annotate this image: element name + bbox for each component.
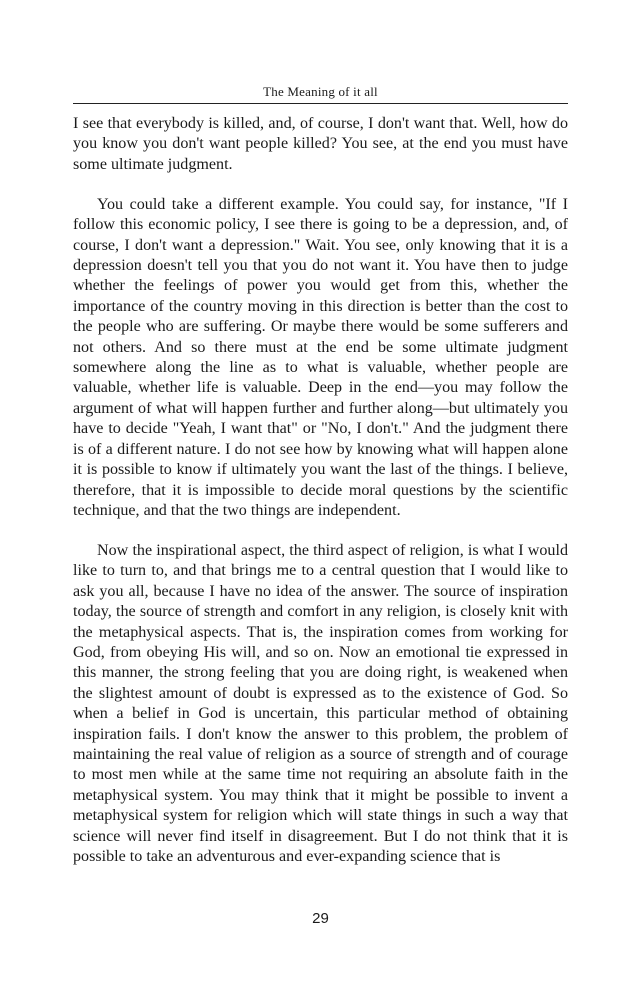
paragraph-3: Now the inspirational aspect, the third aspect of religion, is what I would like to turn to, and that brings me to a central question that I would like to ask you all, because I have no idea of the answer. The source of inspiration today, the source of strength and comfort in any religion, is closely knit with the metaphysical aspects. That is, the inspiration comes from working for God, from obeying His will, and so on. Now an emotional tie expressed in this manner, the strong feeling that you are doing right, is weakened when the slightest amount of doubt is expressed as to the existence of God. So when a belief in God is uncertain, this particular method of obtaining inspiration fails. I don't know the answer to this problem, the problem of maintaining the real value of religion as a source of strength and of courage to most men while at the same time not requiring an absolute faith in the metaphysical system. You may think that it might be possible to invent a metaphysical system for religion which will state things in such a way that science will never find itself in disagreement. But I do not think that it is possible to take an adventurous and ever-expanding science that is: [73, 541, 568, 865]
paragraph-2: You could take a different example. You could say, for instance, "If I follow this economic policy, I see there is going to be a depression, and, of course, I don't want a depression." Wait. You see, only knowing that it is a depression doesn't tell you that you do not want it. You have then to judge whether the feelings of power you would get from this, whether the importance of the country moving in this direction is better than the cost to the people who are suffering. Or maybe there would be some sufferers and not others. And so there must at the end be some ultimate judgment somewhere along the line as to what is valuable, whether people are valuable, whether life is valuable. Deep in the end—you may follow the argument of what will happen further and further along—but ultimately you have to decide "Yeah, I want that" or "No, I don't." And the judgment there is of a different nature. I do not see how by knowing what will happen alone it is possible to know if ultimately you want the last of the things. I believe, therefore, that it is impossible to decide moral questions by the scientific technique, and that the two things are independent.: [73, 195, 568, 519]
paragraph-1: I see that everybody is killed, and, of course, I don't want that. Well, how do you know you don't want people killed? You see, at the end you must have some ultimate judgment.: [73, 115, 568, 173]
page-number: 29: [312, 910, 329, 927]
header-rule: [73, 103, 568, 104]
book-page: [73, 0, 568, 993]
body-text: [73, 114, 568, 867]
running-head: The Meaning of it all: [263, 84, 378, 99]
